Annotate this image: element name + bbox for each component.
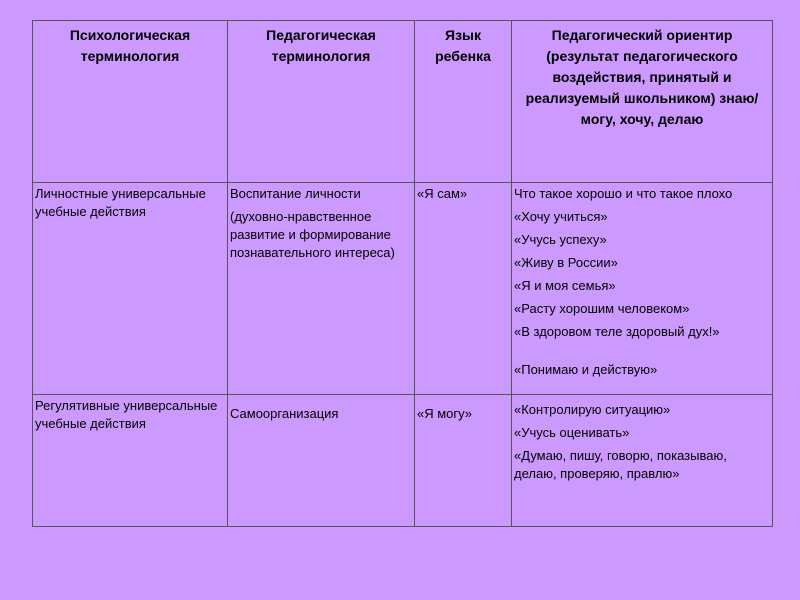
list-item: «Учусь оценивать» <box>514 425 630 440</box>
cell-child-personal: «Я сам» <box>415 183 512 395</box>
list-item: «Учусь успеху» <box>514 232 607 247</box>
list-item: «Думаю, пишу, говорю, показываю, делаю, проверяю, правлю» <box>514 448 727 481</box>
header-psychological-terminology: Психологическая терминология <box>33 21 228 183</box>
list-item: «Я и моя семья» <box>514 278 616 293</box>
cell-ped-personal <box>228 183 415 395</box>
header-child-language: Язык ребенка <box>415 21 512 183</box>
list-item: «В здоровом теле здоровый дух!» <box>514 324 720 339</box>
list-item: «Понимаю и действую» <box>514 362 658 377</box>
cell-orient-personal <box>512 183 773 395</box>
cell-child-regulatory: «Я могу» <box>415 395 512 527</box>
list-item: «Контролирую ситуацию» <box>514 402 671 417</box>
header-row <box>33 21 773 183</box>
list-item: Что такое хорошо и что такое плохо <box>514 186 733 201</box>
table-row <box>33 395 773 527</box>
table-row <box>33 183 773 395</box>
cell-orient-regulatory <box>512 395 773 527</box>
list-item: «Расту хорошим человеком» <box>514 301 690 316</box>
list-item: «Живу в России» <box>514 255 618 270</box>
cell-psych-personal: Личностные универсальные учебные действия <box>33 183 228 395</box>
cell-ped-regulatory: Самоорганизация <box>228 395 415 527</box>
cell-ped-personal-line2: (духовно-нравственное развитие и формирование познавательного интереса) <box>230 209 395 260</box>
header-pedagogical-guideline: Педагогический ориентир (результат педагогического воздействия, принятый и реализуемый школьником) знаю/могу, хочу, делаю <box>512 21 773 183</box>
list-item: «Хочу учиться» <box>514 209 608 224</box>
terminology-table <box>32 20 773 527</box>
cell-ped-personal-line1: Воспитание личности <box>230 186 361 201</box>
header-pedagogical-terminology: Педагогическая терминология <box>228 21 415 183</box>
cell-psych-regulatory: Регулятивные универсальные учебные действия <box>33 395 228 527</box>
